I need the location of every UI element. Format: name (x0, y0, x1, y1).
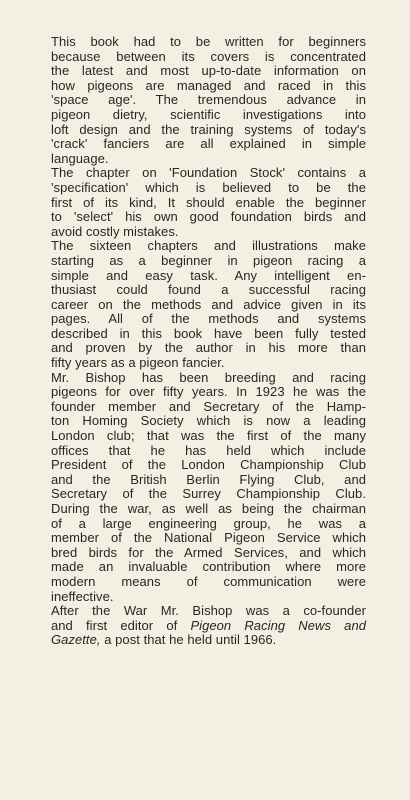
text-line: language. (51, 150, 109, 166)
text-line: ineffective. (51, 588, 114, 604)
text-line: and proven by the author in his more than (51, 340, 366, 356)
text-line: described in this book have been fully tested (51, 325, 366, 341)
text-line: thusiast could found a successful racing (51, 282, 366, 298)
text-line: Mr. Bishop has been breeding and racing (51, 369, 366, 385)
publication-title: Gazette, (51, 632, 101, 648)
text-line: starting as a beginner in pigeon racing a (51, 252, 366, 268)
text-line: and the British Berlin Flying Club, and (51, 471, 366, 487)
text-fragment: and first editor of (51, 617, 178, 633)
text-line: After the War Mr. Bishop was a co-founder (51, 603, 366, 619)
paragraph-intro (51, 35, 366, 166)
text-line: simple and easy task. Any intelligent en- (51, 267, 366, 283)
text-line: ton Homing Society which is now a leading (51, 413, 366, 429)
text-line: The chapter on 'Foundation Stock' contains a (51, 165, 366, 181)
text-line: During the war, as well as being the chairman (51, 501, 366, 516)
text-line: made an invaluable contribution where more (51, 559, 366, 575)
text-line: member of the National Pigeon Service which (51, 530, 366, 546)
text-line: avoid costly mistakes. (51, 223, 179, 239)
text-line: bred birds for the Armed Services, and which (51, 544, 366, 560)
text-line: how pigeons are managed and raced in this (51, 77, 366, 93)
text-line: offices that he has held which include (51, 442, 366, 458)
text-line: Secretary of the Surrey Championship Club. (51, 486, 366, 502)
paragraph-author-bio (51, 371, 366, 605)
text-line: to 'select' his own good foundation birds and (51, 209, 366, 225)
text-line: 'crack' fanciers are all explained in simple (51, 136, 366, 152)
text-line: first of its kind, It should enable the beginner (51, 194, 366, 210)
text-line: London club; that was the first of the many (51, 428, 366, 444)
text-line: The sixteen chapters and illustrations make (51, 238, 366, 254)
text-line: fifty years as a pigeon fancier. (51, 355, 225, 371)
text-line: 'specification' which is believed to be the (51, 179, 366, 195)
text-line: the latest and most up-to-date information on (51, 63, 366, 79)
text-line (51, 619, 366, 634)
text-line: of a large engineering group, he was a (51, 515, 366, 531)
text-line: pages. All of the methods and systems (51, 311, 366, 327)
text-line: because between its covers is concentrated (51, 48, 366, 64)
paragraph-foundation-stock (51, 166, 366, 239)
paragraph-chapters (51, 239, 366, 370)
text-line: modern means of communication were (51, 573, 366, 589)
text-fragment: a post that he held until 1966. (100, 632, 277, 648)
publication-title: Pigeon Racing News and (190, 617, 367, 633)
text-line: 'space age'. The tremendous advance in (51, 92, 366, 108)
text-line: founder member and Secretary of the Hamp- (51, 398, 366, 414)
text-line: pigeon dietry, scientific investigations into (51, 106, 366, 122)
text-line: pigeons for over fifty years. In 1923 he was the (51, 384, 366, 400)
text-line (51, 633, 366, 648)
text-line: loft design and the training systems of today's (51, 121, 366, 137)
text-line: career on the methods and advice given in its (51, 296, 366, 312)
paragraph-post-war (51, 604, 366, 648)
text-line: President of the London Championship Club (51, 457, 366, 473)
text-line: This book had to be written for beginners (51, 34, 366, 49)
